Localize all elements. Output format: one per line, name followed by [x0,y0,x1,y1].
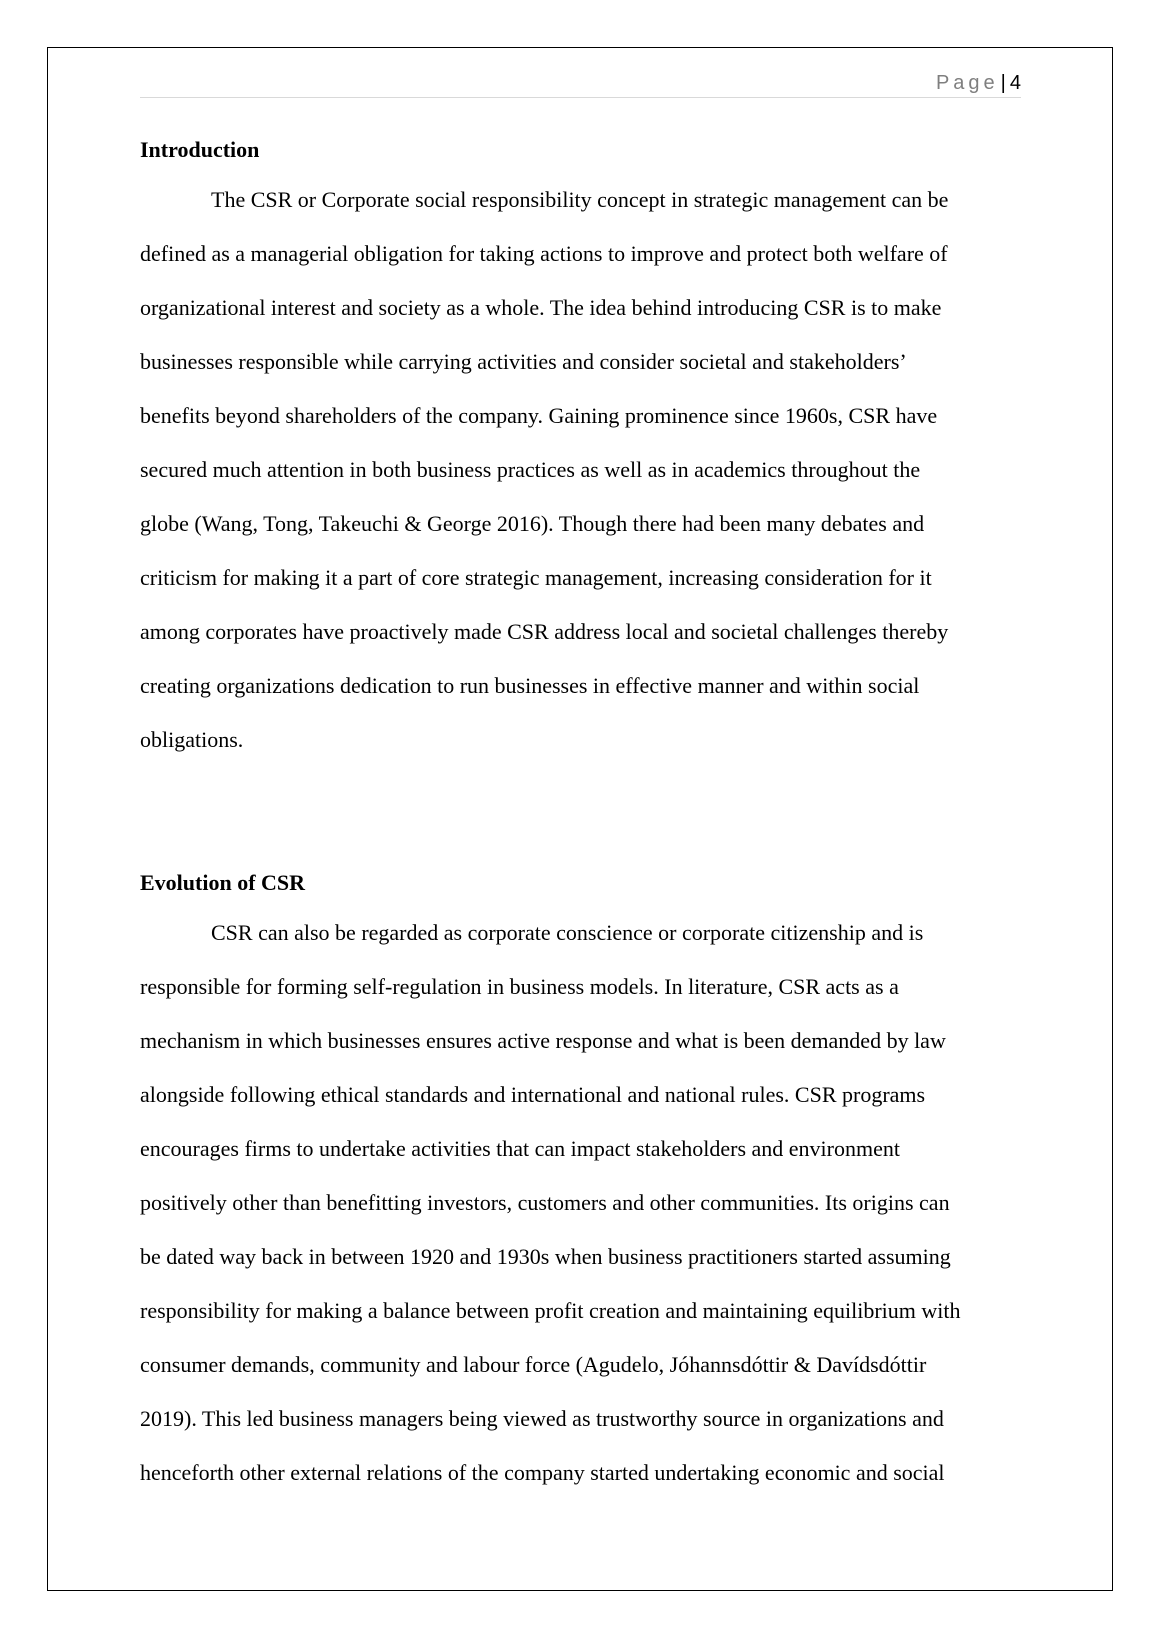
paragraph-line: globe (Wang, Tong, Takeuchi & George 2016). Though there had been many debates and [140,511,925,536]
paragraph-line: responsibility for making a balance between profit creation and maintaining equilibrium with [140,1298,961,1323]
section-heading-evolution: Evolution of CSR [140,870,306,895]
paragraph-line: obligations. [140,727,244,752]
page-number: 4 [1009,72,1021,94]
paragraph-line: henceforth other external relations of the company started undertaking economic and social [140,1460,945,1485]
paragraph-line: benefits beyond shareholders of the company. Gaining prominence since 1960s, CSR have [140,403,938,428]
paragraph-line: be dated way back in between 1920 and 1930s when business practitioners started assuming [140,1244,951,1269]
paragraph-line: organizational interest and society as a whole. The idea behind introducing CSR is to make [140,295,942,320]
paragraph-introduction [140,173,1025,767]
paragraph-line: among corporates have proactively made CSR address local and societal challenges thereby [140,619,949,644]
page-separator: | [1000,72,1006,94]
paragraph-line: consumer demands, community and labour force (Agudelo, Jóhannsdóttir & Davídsdóttir [140,1352,927,1377]
paragraph-line: alongside following ethical standards and international and national rules. CSR programs [140,1082,926,1107]
paragraph-evolution [140,906,1025,1500]
paragraph-line: The CSR or Corporate social responsibility concept in strategic management can be [211,187,949,212]
paragraph-line: creating organizations dedication to run businesses in effective manner and within social [140,673,920,698]
section-heading-introduction: Introduction [140,137,260,162]
paragraph-line: defined as a managerial obligation for taking actions to improve and protect both welfare of [140,241,948,266]
paragraph-line: CSR can also be regarded as corporate conscience or corporate citizenship and is [211,920,924,945]
paragraph-line: secured much attention in both business practices as well as in academics throughout the [140,457,921,482]
paragraph-line: criticism for making it a part of core strategic management, increasing consideration for it [140,565,932,590]
paragraph-line: 2019). This led business managers being viewed as trustworthy source in organizations and [140,1406,944,1431]
paragraph-line: businesses responsible while carrying activities and consider societal and stakeholders’ [140,349,907,374]
paragraph-line: encourages firms to undertake activities that can impact stakeholders and environment [140,1136,900,1161]
paragraph-line: positively other than benefitting investors, customers and other communities. Its origins can [140,1190,950,1215]
page-header [140,68,1021,98]
paragraph-line: mechanism in which businesses ensures active response and what is been demanded by law [140,1028,946,1053]
page-label: Page [935,72,999,94]
paragraph-line: responsible for forming self-regulation in business models. In literature, CSR acts as a [140,974,899,999]
